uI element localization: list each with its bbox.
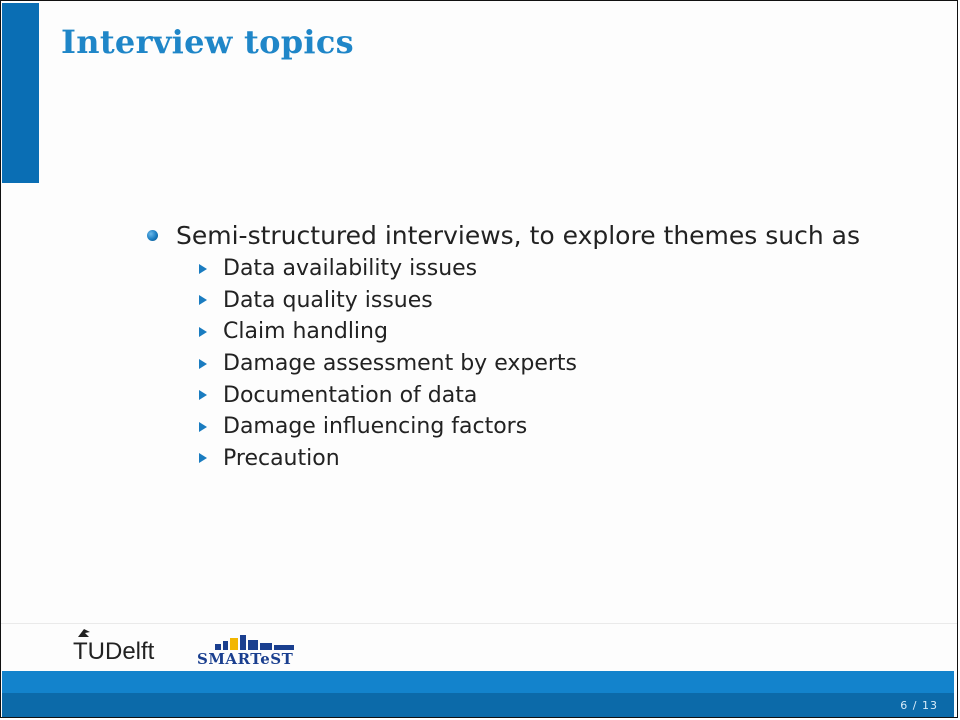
triangle-bullet-icon [199, 453, 207, 463]
footer-logos [1, 623, 957, 672]
triangle-bullet-icon [199, 327, 207, 337]
sub-bullet-text: Claim handling [223, 319, 388, 345]
sub-bullet-text: Damage influencing factors [223, 414, 528, 440]
main-bullet-text: Semi-structured interviews, to explore themes such as [176, 220, 861, 250]
sub-bullet-text: Damage assessment by experts [223, 351, 577, 377]
sub-bullet-item [199, 316, 917, 348]
sub-bullet-item [199, 285, 917, 317]
tudelft-logo [73, 638, 154, 666]
triangle-bullet-icon [199, 264, 207, 274]
triangle-bullet-icon [199, 359, 207, 369]
sub-bullet-text: Data availability issues [223, 256, 478, 282]
slide-content [141, 217, 917, 474]
smartest-logo-text: SMARTeST [197, 650, 294, 668]
skyline-icon [215, 634, 301, 650]
page-number: 6 / 13 [900, 699, 938, 712]
sub-bullet-text: Documentation of data [223, 382, 478, 408]
accent-bar [2, 3, 39, 183]
triangle-bullet-icon [199, 390, 207, 400]
sub-bullet-item [199, 411, 917, 443]
main-bullet-item [141, 217, 917, 253]
sub-bullet-text: Data quality issues [223, 287, 433, 313]
triangle-bullet-icon [199, 295, 207, 305]
sub-bullet-item [199, 443, 917, 475]
sub-bullet-list [141, 253, 917, 474]
sub-bullet-item [199, 348, 917, 380]
sub-bullet-item [199, 379, 917, 411]
tudelft-logo-text: TUDelft [73, 638, 155, 665]
sub-bullet-text: Precaution [223, 445, 340, 471]
sub-bullet-item [199, 253, 917, 285]
smartest-logo [197, 634, 301, 670]
bottom-bar [2, 671, 954, 717]
flame-icon [77, 628, 91, 638]
ball-bullet-icon [147, 230, 158, 241]
triangle-bullet-icon [199, 422, 207, 432]
slide-title: Interview topics [61, 23, 354, 61]
